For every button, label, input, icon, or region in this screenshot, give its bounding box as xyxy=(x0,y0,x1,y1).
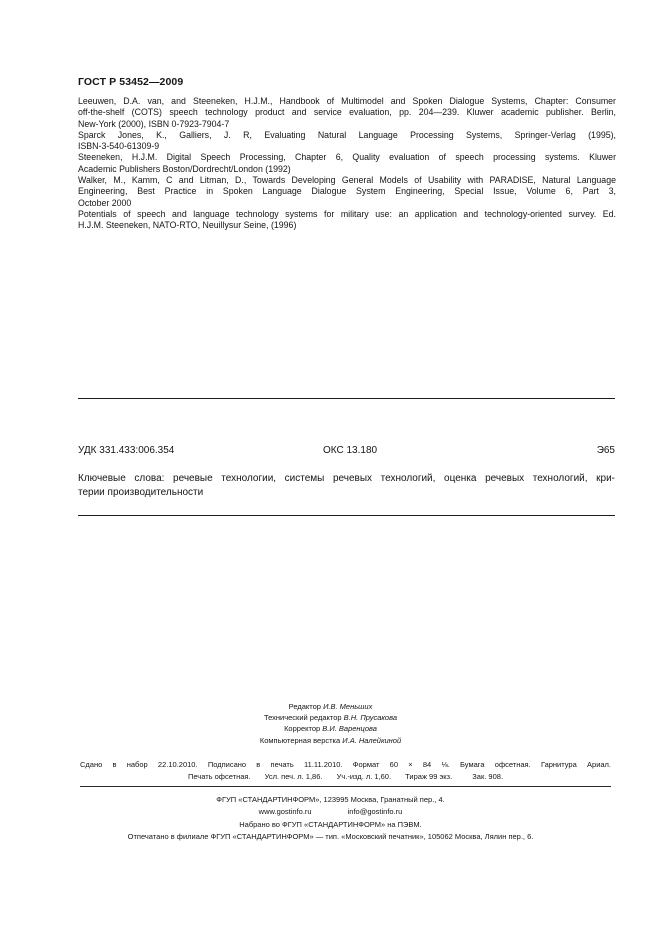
reference-line: off-the-shelf (COTS) speech technology product and service evaluation, pp. 204—239. Kluwer academic publisher. Berlin, xyxy=(78,107,616,118)
print-run: Тираж 99 экз. xyxy=(405,772,453,781)
print-details-line xyxy=(80,759,611,771)
editor-label: Редактор xyxy=(288,702,321,711)
group-code: Э65 xyxy=(596,445,615,456)
oks-code: ОКС 13.180 xyxy=(323,445,378,456)
layout-label: Компьютерная верстка xyxy=(259,735,341,745)
reference-line: October 2000 xyxy=(78,197,132,208)
printing-method: Печать офсетная. xyxy=(187,772,251,781)
reference-line: Leeuwen, D.A. van, and Steeneken, H.J.M., Handbook of Multimodel and Spoken Dialogue Systems, Chapter: Consumer xyxy=(78,96,616,106)
typesetting-info: Набрано во ФГУП «СТАНДАРТИНФОРМ» на ПЭВМ. xyxy=(239,819,422,829)
keywords-line: терии производительности xyxy=(78,487,204,499)
reference-line: Steeneken, H.J.M. Digital Speech Processing, Chapter 6, Quality evaluation of speech processing systems. Kluwer xyxy=(78,152,616,163)
proofreader-label: Корректор xyxy=(284,724,321,734)
proofreader-credit xyxy=(0,723,661,734)
publisher-organization: ФГУП «СТАНДАРТИНФОРМ», 123995 Москва, Гранатный пер., 4. xyxy=(216,795,445,804)
reference-line: New-York (2000), ISBN 0-7923-7904-7 xyxy=(78,118,230,129)
printing-house-info: Отпечатано в филиале ФГУП «СТАНДАРТИНФОРМ» — тип. «Московский печатник», 105062 Москва, Лялин пер., 6. xyxy=(127,831,534,841)
editorial-credits xyxy=(0,701,661,746)
technical-editor-name: В.Н. Прусакова xyxy=(343,713,398,723)
reference-line: Walker, M., Kamm, C and Litman, D., Towards Developing General Models of Usability with PARADISE, Natural Language xyxy=(78,175,616,186)
submitted-date: Сдано в набор 22.10.2010. xyxy=(80,760,198,769)
reference-line: Potentials of speech and language technology systems for military use: an application and technology-oriented survey. Ed. xyxy=(78,208,616,219)
order-number: Зак. 908. xyxy=(472,772,504,781)
reference-line: Academic Publishers Boston/Dordrecht/London (1992) xyxy=(78,163,291,174)
publishing-sheets: Уч.-изд. л. 1,60. xyxy=(336,772,392,781)
publisher-email: info@gostinfo.ru xyxy=(347,807,403,817)
signed-date: Подписано в печать 11.11.2010. xyxy=(207,760,343,769)
keywords-line: Ключевые слова: речевые технологии, системы речевых технологий, оценка речевых технологий, кри- xyxy=(78,473,615,484)
publisher-information xyxy=(0,794,661,843)
print-details xyxy=(80,759,611,783)
classification-row xyxy=(78,445,615,459)
publisher-divider xyxy=(80,786,611,787)
bottom-horizontal-divider xyxy=(78,515,615,516)
bibliography-section xyxy=(78,96,616,232)
technical-editor-label: Технический редактор xyxy=(263,713,342,723)
paper-type: Бумага офсетная. xyxy=(460,760,531,769)
conventional-print-sheets: Усл. печ. л. 1,86. xyxy=(264,772,323,781)
keywords-section xyxy=(78,472,615,501)
reference-line: ISBN-3-540-61309-9 xyxy=(78,141,160,152)
publisher-contacts xyxy=(0,806,661,818)
udc-code: УДК 331.433:006.354 xyxy=(78,445,175,456)
technical-editor-credit xyxy=(0,712,661,723)
editor-credit xyxy=(0,701,661,712)
reference-line: Engineering, Best Practice in Spoken Language Dialogue System Engineering, Special Issue, Volume 6, Part 3, xyxy=(78,186,616,197)
layout-credit xyxy=(0,735,661,746)
layout-name: И.А. Налейкиной xyxy=(342,735,402,745)
reference-line: Sparck Jones, K., Galliers, J. R, Evaluating Natural Language Processing Systems, Springer-Verlag (1995), xyxy=(78,129,616,140)
editor-name: И.В. Меньших xyxy=(323,702,373,711)
proofreader-name: В.И. Варенцова xyxy=(322,724,377,734)
standard-code: ГОСТ Р 53452—2009 xyxy=(78,76,184,89)
print-details-line xyxy=(80,771,611,783)
reference-line: H.J.M. Steeneken, NATO-RTO, Neuillysur Seine, (1996) xyxy=(78,220,297,231)
top-horizontal-divider xyxy=(78,398,615,399)
typeface: Гарнитура Ариал. xyxy=(540,760,612,769)
publisher-website: www.gostinfo.ru xyxy=(258,807,312,817)
paper-format: Формат 60 × 84 ⅛. xyxy=(352,760,450,769)
